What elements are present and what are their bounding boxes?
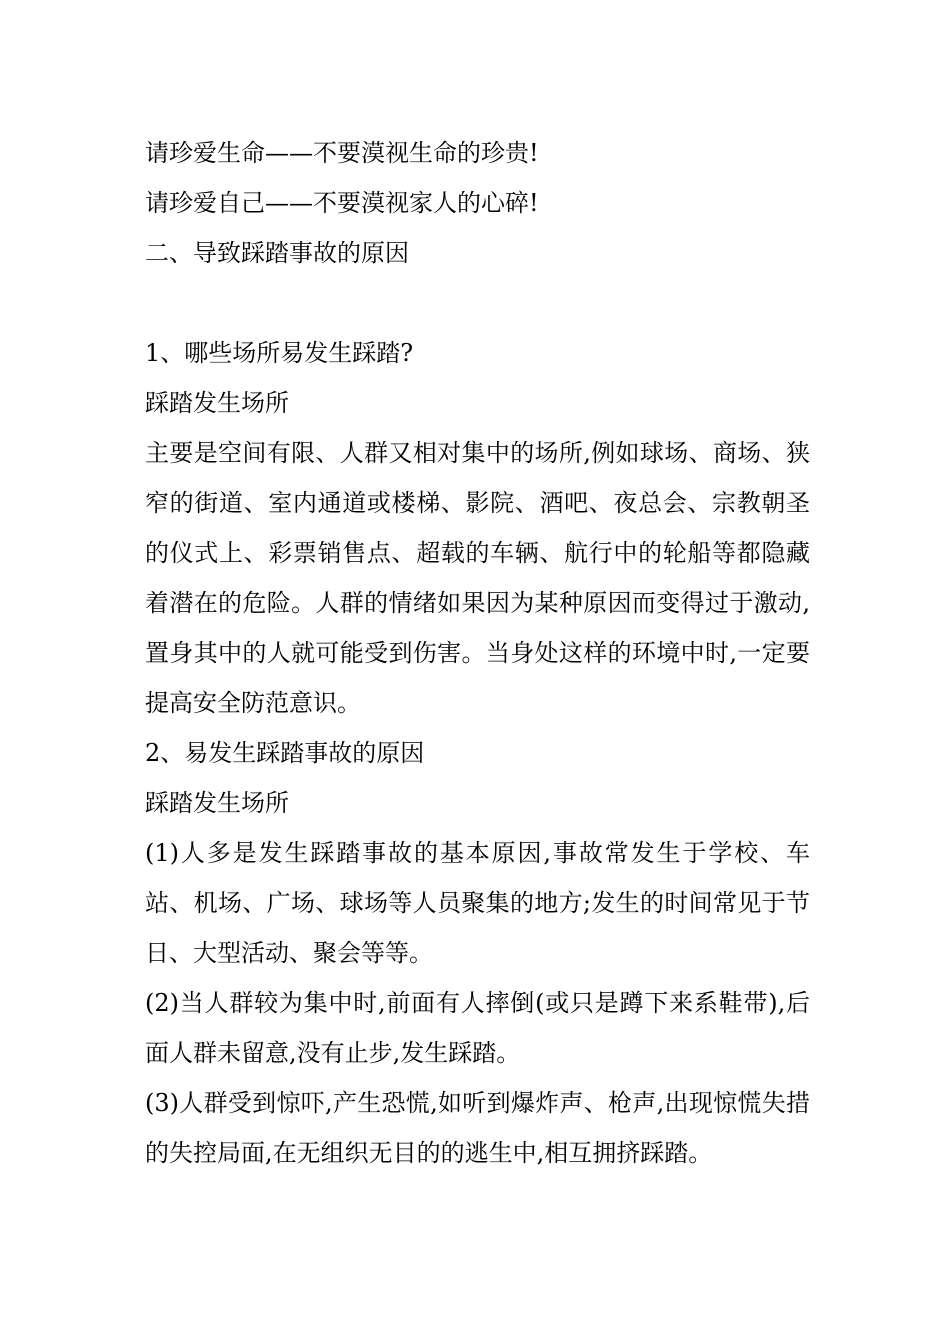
section-2-paragraph-1: (1)人多是发生踩踏事故的基本原因,事故常发生于学校、车站、机场、广场、球场等人员聚集的地方;发生的时间常见于节日、大型活动、聚会等等。 [145,839,810,967]
section-1-paragraph: 主要是空间有限、人群又相对集中的场所,例如球场、商场、狭窄的街道、室内通道或楼梯、影院、酒吧、夜总会、宗教朝圣的仪式上、彩票销售点、超载的车辆、航行中的轮船等都隐藏着潜在的危险。人群的情绪如果因为某种原因而变得过于激动,置身其中的人就可能受到伤害。当身处这样的环境中时,一定要提高安全防范意识。 [145,439,810,717]
slogan-line-2: 请珍爱自己——不要漠视家人的心碎! [145,189,539,217]
section-2-heading: 2、易发生踩踏事故的原因 [145,739,425,767]
section-2-paragraph-2: (2)当人群较为集中时,前面有人摔倒(或只是蹲下来系鞋带),后面人群未留意,没有止步,发生踩踏。 [145,989,810,1067]
chapter-heading: 二、导致踩踏事故的原因 [145,239,409,267]
section-2-subheading: 踩踏发生场所 [145,789,289,817]
slogan-line-1: 请珍爱生命——不要漠视生命的珍贵! [145,139,539,167]
blank-line [145,278,810,328]
section-1-heading: 1、哪些场所易发生踩踏? [145,339,414,367]
section-1-subheading: 踩踏发生场所 [145,389,289,417]
section-2-paragraph-3: (3)人群受到惊吓,产生恐慌,如听到爆炸声、枪声,出现惊慌失措的失控局面,在无组织无目的的逃生中,相互拥挤踩踏。 [145,1089,810,1167]
document-body [145,128,810,1178]
